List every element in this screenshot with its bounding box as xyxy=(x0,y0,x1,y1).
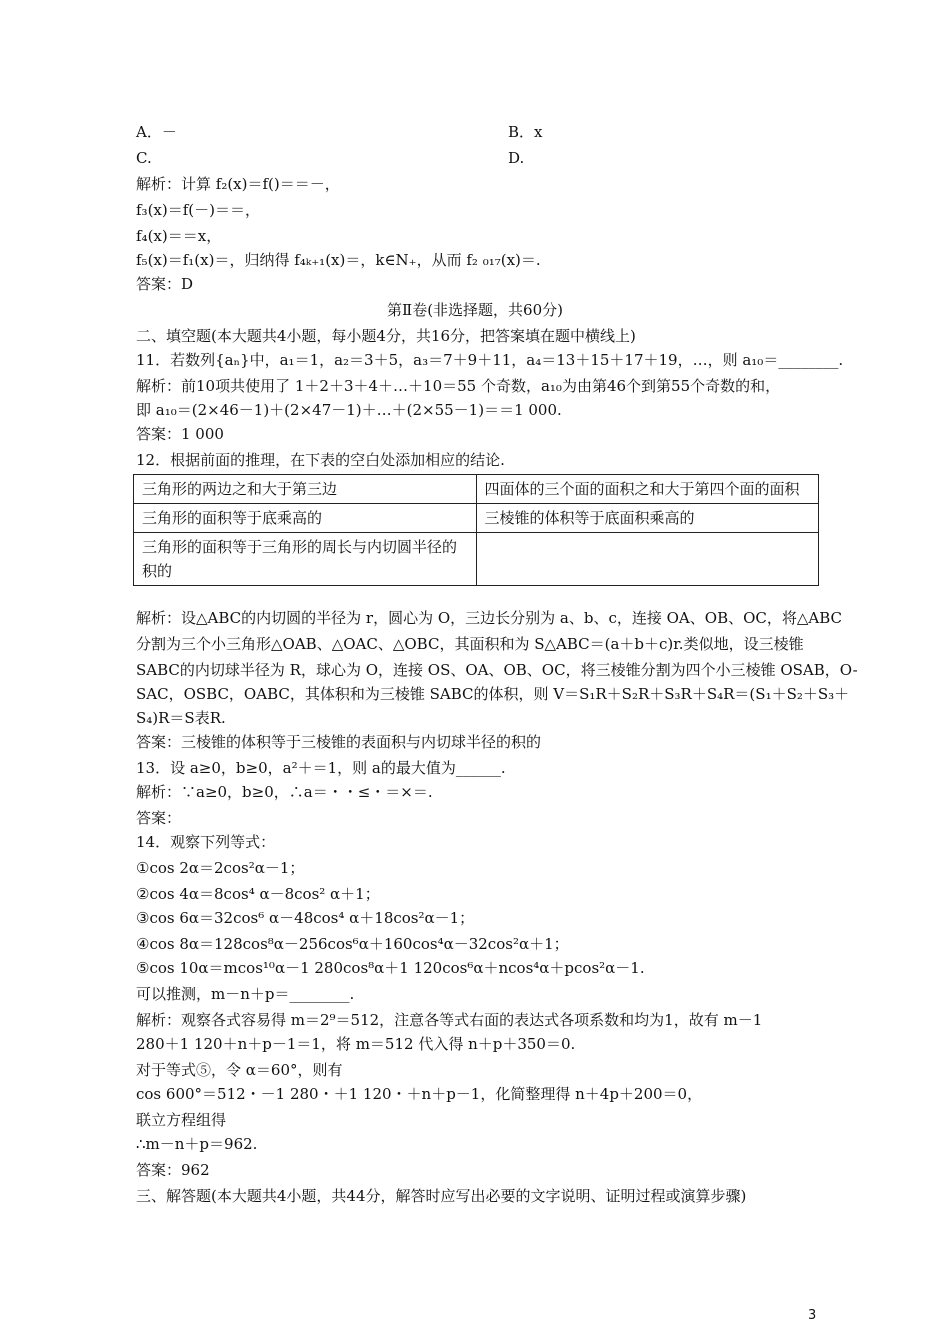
q13-solution: 解析：∵a≥0，b≥0，∴a＝・・≤・＝×＝. xyxy=(136,783,433,801)
option-a: A．－ xyxy=(136,123,177,141)
q12-answer: 答案：三棱锥的体积等于三棱锥的表面积与内切球半径的积的 xyxy=(136,733,542,751)
q11-question: 11．若数列{aₙ}中，a₁＝1，a₂＝3＋5，a₃＝7＋9＋11，a₄＝13＋15＋17＋19，…，则 a₁₀＝________. xyxy=(136,351,844,369)
q10-solution-line: 解析：计算 f₂(x)＝f()＝＝－， xyxy=(136,175,340,193)
q14-equation: ③cos 6α＝32cos⁶ α－48cos⁴ α＋18cos²α－1； xyxy=(136,909,475,927)
q14-solution-line: 对于等式⑤，令 α＝60°，则有 xyxy=(136,1061,343,1079)
page-number: 3 xyxy=(808,1308,817,1323)
table-cell: 三角形的两边之和大于第三边 xyxy=(134,475,477,504)
q10-answer: 答案：D xyxy=(136,275,194,293)
q14-ask: 可以推测，m－n＋p＝________. xyxy=(136,985,355,1003)
q10-solution-line: f₅(x)＝f₁(x)＝，归纳得 f₄ₖ₊₁(x)＝，k∈N₊，从而 f₂ ₀₁₇(x)＝. xyxy=(136,251,541,269)
q14-equation: ②cos 4α＝8cos⁴ α－8cos² α＋1； xyxy=(136,885,380,903)
q13-question: 13．设 a≥0，b≥0，a²＋＝1，则 a的最大值为______. xyxy=(136,759,506,777)
q12-solution-line: S₄)R＝S表R. xyxy=(136,709,226,727)
option-d: D. xyxy=(508,149,525,167)
q14-equation: ⑤cos 10α＝mcos¹⁰α－1 280cos⁸α＋1 120cos⁶α＋ncos⁴α＋pcos²α－1. xyxy=(136,959,645,977)
q10-solution-line: f₃(x)＝f(－)＝＝， xyxy=(136,201,260,219)
option-c: C. xyxy=(136,149,152,167)
q11-solution-line: 即 a₁₀＝(2×46－1)＋(2×47－1)＋…＋(2×55－1)＝＝1 000. xyxy=(136,401,562,419)
q14-solution-line: ∴m－n＋p＝962. xyxy=(136,1135,258,1153)
section-fill-blank: 二、填空题(本大题共4小题，每小题4分，共16分，把答案填在题中横线上) xyxy=(136,327,636,345)
q14-solution-line: cos 600°＝512・－1 280・＋1 120・＋n＋p－1，化简整理得 n＋4p＋200＝0， xyxy=(136,1085,703,1103)
table-row xyxy=(134,504,819,533)
q14-solution-line: 解析：观察各式容易得 m＝2⁹＝512，注意各等式右面的表达式各项系数和均为1，故有 m－1 xyxy=(136,1011,763,1029)
part2-title: 第Ⅱ卷(非选择题，共60分) xyxy=(387,301,563,319)
table-cell: 三角形的面积等于三角形的周长与内切圆半径的积的 xyxy=(134,533,477,586)
option-b: B．x xyxy=(508,123,543,141)
q14-question: 14．观察下列等式： xyxy=(136,833,276,851)
q12-solution-line: 解析：设△ABC的内切圆的半径为 r，圆心为 O，三边长分别为 a、b、c，连接 OA、OB、OC，将△ABC xyxy=(136,609,843,627)
table-cell xyxy=(476,533,819,586)
q14-answer: 答案：962 xyxy=(136,1161,210,1179)
q10-solution-line: f₄(x)＝＝x， xyxy=(136,227,222,245)
q11-answer: 答案：1 000 xyxy=(136,425,224,443)
q12-solution-line: SAC，OSBC，OABC，其体积和为三棱锥 SABC的体积，则 V＝S₁R＋S₂R＋S₃R＋S₄R＝(S₁＋S₂＋S₃＋ xyxy=(136,685,850,703)
q12-solution-line: SABC的内切球半径为 R，球心为 O，连接 OS、OA、OB、OC，将三棱锥分割为四个小三棱锥 OSAB，O- xyxy=(136,661,858,679)
analogy-table xyxy=(133,474,819,586)
table-row xyxy=(134,475,819,504)
q14-equation: ④cos 8α＝128cos⁸α－256cos⁶α＋160cos⁴α－32cos²α＋1； xyxy=(136,935,569,953)
q12-solution-line: 分割为三个小三角形△OAB、△OAC、△OBC，其面积和为 S△ABC＝(a＋b＋c)r.类似地，设三棱锥 xyxy=(136,635,804,653)
section-solve: 三、解答题(本大题共4小题，共44分，解答时应写出必要的文字说明、证明过程或演算步骤) xyxy=(136,1187,747,1205)
q14-solution-line: 280＋1 120＋n＋p－1＝1，将 m＝512 代入得 n＋p＋350＝0. xyxy=(136,1035,576,1053)
q14-equation: ①cos 2α＝2cos²α－1； xyxy=(136,859,305,877)
table-cell: 三角形的面积等于底乘高的 xyxy=(134,504,477,533)
q12-question: 12．根据前面的推理，在下表的空白处添加相应的结论. xyxy=(136,451,505,469)
q11-solution-line: 解析：前10项共使用了 1＋2＋3＋4＋…＋10＝55 个奇数，a₁₀为由第46个到第55个奇数的和， xyxy=(136,377,781,395)
table-cell: 三棱锥的体积等于底面积乘高的 xyxy=(476,504,819,533)
table-cell: 四面体的三个面的面积之和大于第四个面的面积 xyxy=(476,475,819,504)
q13-answer: 答案： xyxy=(136,809,182,827)
q14-solution-line: 联立方程组得 xyxy=(136,1111,227,1129)
table-row xyxy=(134,533,819,586)
